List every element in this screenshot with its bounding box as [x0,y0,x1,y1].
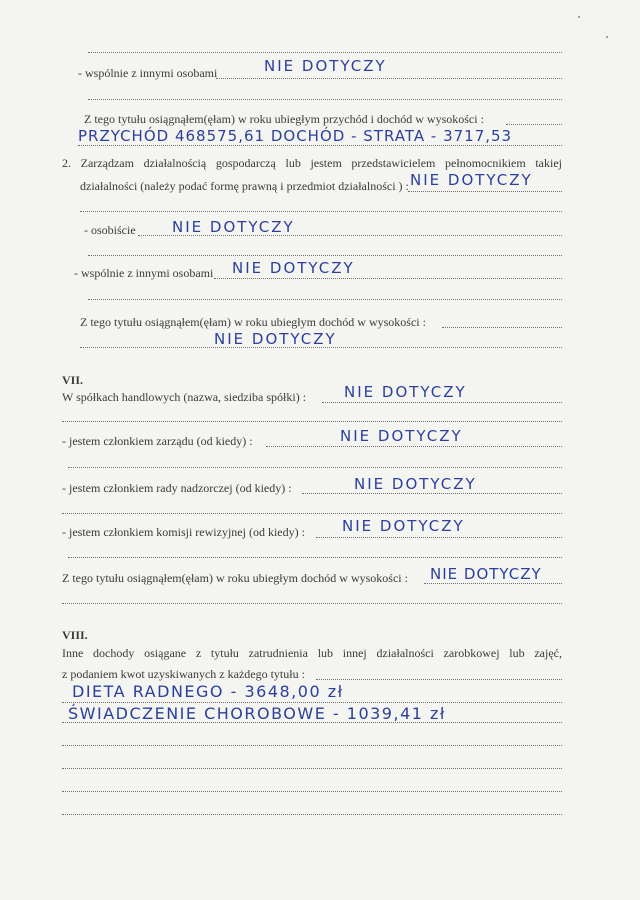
dotted-line [88,299,562,300]
income-label: Z tego tytułu osiągnąłem(ęłam) w roku ubiegłym przychód i dochód w wysokości : [84,112,484,126]
dotted-line [302,493,562,494]
dotted-line [506,124,562,125]
dotted-line [62,603,562,604]
joint2-value: NIE DOTYCZY [232,259,355,277]
dotted-line [424,583,562,584]
section7-income-label: Z tego tytułu osiągnąłem(ęłam) w roku ubiegłym dochód w wysokości : [62,571,408,585]
companies-value: NIE DOTYCZY [344,383,467,401]
dotted-line [68,467,562,468]
section8-heading: VIII. [62,628,88,642]
companies-label: W spółkach handlowych (nazwa, siedziba spółki) : [62,390,307,404]
dotted-line [316,537,562,538]
dotted-line [408,191,562,192]
dotted-line [62,791,562,792]
income2-label: Z tego tytułu osiągnąłem(ęłam) w roku ubiegłym dochód w wysokości : [80,315,426,329]
dotted-line [62,513,562,514]
joint-value: NIE DOTYCZY [264,57,387,75]
dotted-line [214,278,562,279]
dotted-line [88,99,562,100]
section7-heading: VII. [62,373,84,387]
section8-entry1: DIETA RADNEGO - 3648,00 zł [72,682,344,701]
dotted-line [216,78,562,79]
dotted-line [68,557,562,558]
dotted-line [62,768,562,769]
audit-value: NIE DOTYCZY [342,517,465,535]
item2-text-line2: działalności (należy podać formę prawną i przedmiot działalności ) : [80,179,409,193]
joint2-label: - wspólnie z innymi osobami [74,266,214,280]
dotted-line [316,679,562,680]
income2-value: NIE DOTYCZY [214,330,337,348]
section8-text-line2: z podaniem kwot uzyskiwanych z każdego tytułu : [62,667,305,681]
audit-label: - jestem członkiem komisji rewizyjnej (od kiedy) : [62,525,305,539]
personally-label: - osobiście [84,223,136,237]
personally-value: NIE DOTYCZY [172,218,295,236]
dotted-line [62,421,562,422]
dotted-line [80,347,562,348]
dotted-line [88,255,562,256]
supervisory-label: - jestem członkiem rady nadzorczej (od kiedy) : [62,481,292,495]
item2-text-line1: 2. Zarządzam działalnością gospodarczą lub jestem przedstawicielem pełnomocnikiem takiej [62,156,562,170]
supervisory-value: NIE DOTYCZY [354,475,477,493]
section8-entry2: ŚWIADCZENIE CHOROBOWE - 1039,41 zł [68,704,446,723]
dotted-line [62,814,562,815]
section7-income-value: NIE DOTYCZY [430,565,542,583]
dotted-line [62,722,562,723]
scan-speck [606,36,608,38]
dotted-line [266,446,562,447]
dotted-line [88,52,562,53]
dotted-line [62,702,562,703]
board-label: - jestem członkiem zarządu (od kiedy) : [62,434,253,448]
dotted-line [442,327,562,328]
board-value: NIE DOTYCZY [340,427,463,445]
scan-speck [578,16,580,18]
dotted-line [78,145,562,146]
dotted-line [80,211,562,212]
joint-label: - wspólnie z innymi osobami [78,66,218,80]
dotted-line [322,402,562,403]
dotted-line [62,745,562,746]
item2-value: NIE DOTYCZY [410,171,533,189]
income-value: PRZYCHÓD 468575,61 DOCHÓD - STRATA - 3717,53 [78,127,513,145]
section8-text-line1: Inne dochody osiągane z tytułu zatrudnienia lub innej działalności zarobkowej lub zajęć, [62,646,562,660]
